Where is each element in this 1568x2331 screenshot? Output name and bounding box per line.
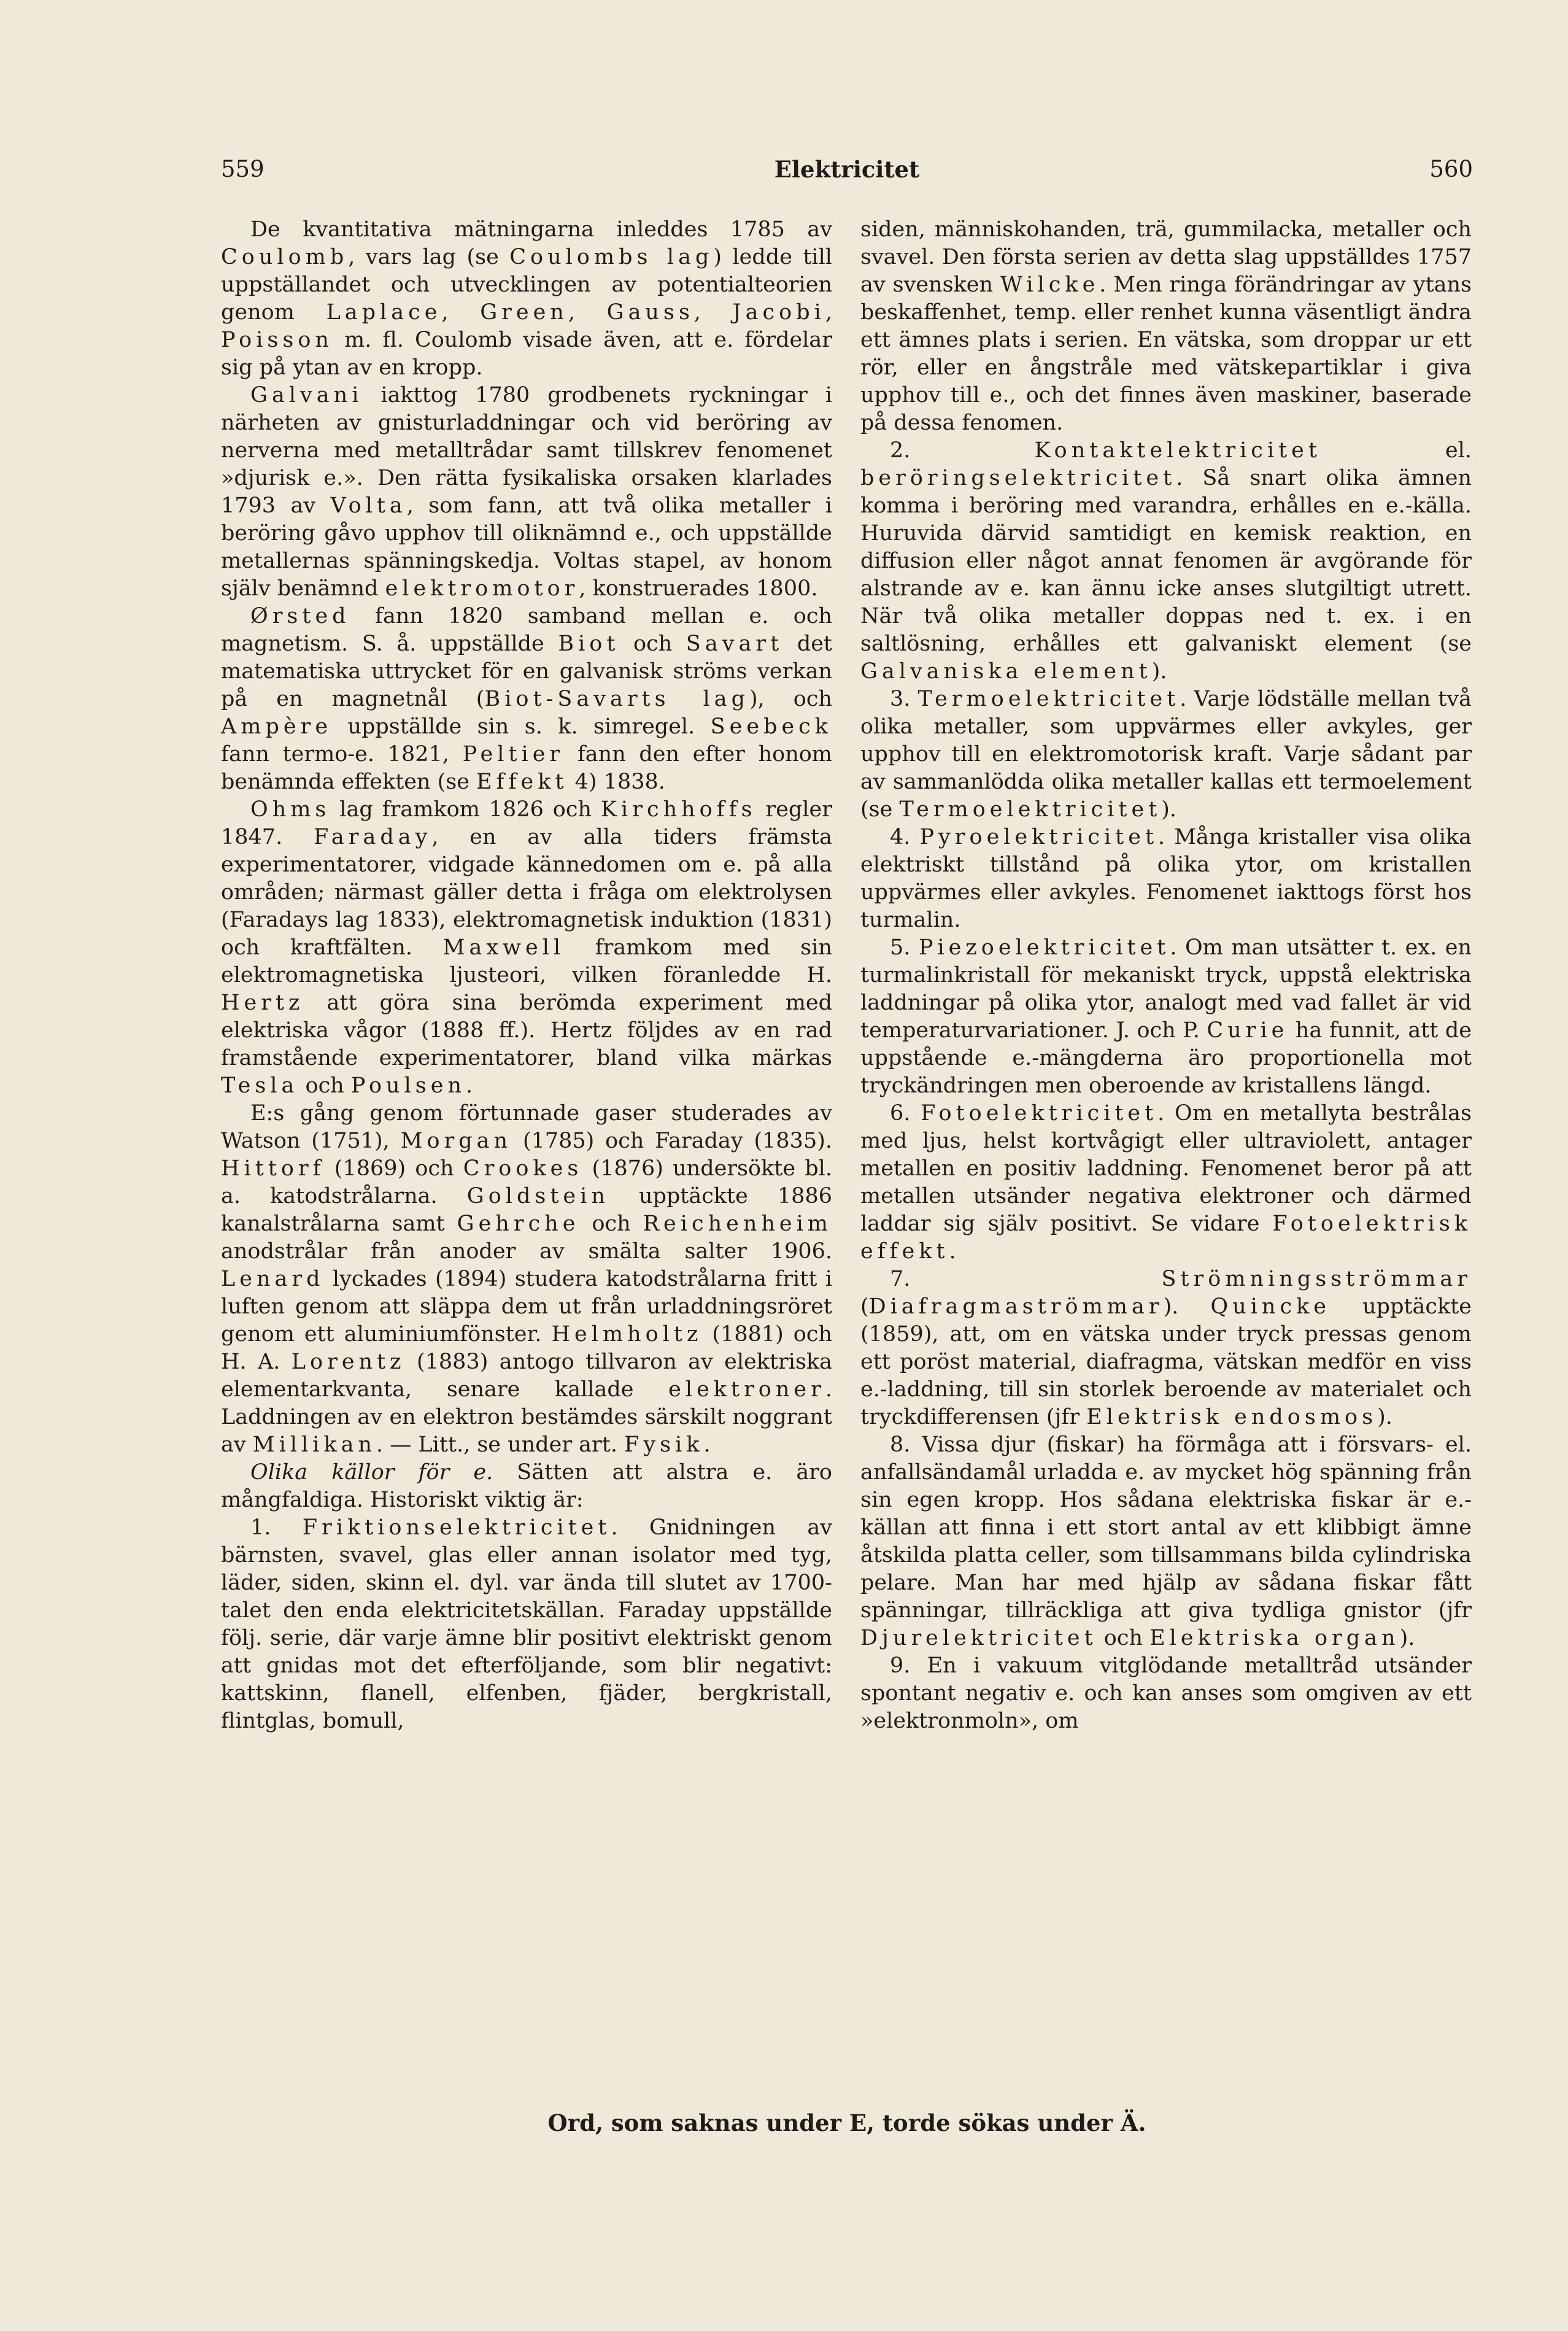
page-header (221, 156, 1473, 193)
paragraph-contact: 2. Kontaktelektricitet el. beröringselektricitet. Så snart olika ämnen komma i beröring med varandra, erhålles en e.-källa. Huruvida därvid samtidigt en kemisk reaktion, en diffusion eller något annat fenomen är avgörande för alstrande av e. kan ännu icke anses slutgiltigt utrett. När två olika metaller doppas ned t. ex. i en saltlösning, erhålles ett galvaniskt element (se Galvaniska element). (860, 438, 1472, 684)
paragraph-streaming: 7. Strömningsströmmar (Diafragmaströmmar). Quincke upptäckte (1859), att, om en vätska under tryck pressas genom ett poröst material, diafragma, vätskan medför en viss e.-laddning, till sin storlek beroende av materialet och tryckdifferensen (jfr Elektrisk endosmos). (860, 1267, 1472, 1429)
running-title: Elektricitet (774, 156, 920, 183)
right-column (860, 216, 1472, 1735)
page-number-right: 560 (1429, 156, 1473, 182)
paragraph-friction: 1. Friktionselektricitet. Gnidningen av bärnsten, svavel, glas eller annan isolator med tyg, läder, siden, skinn el. dyl. var ända till slutet av 1700-talet den enda elektricitetskällan. Faraday uppställde följ. serie, där varje ämne blir positivt elektriskt genom att gnidas mot det efterföljande, som blir negativt: kattskinn, flanell, elfenben, fjäder, bergkristall, flintglas, bomull, (221, 1515, 832, 1733)
page-number-left: 559 (221, 156, 265, 182)
paragraph-ohm: Ohms lag framkom 1826 och Kirchhoffs regler 1847. Faraday, en av alla tiders främsta experimentatorer, vidgade kännedomen om e. på alla områden; närmast gäller detta i fråga om elektrolysen (Faradays lag 1833), elektromagnetisk induktion (1831) och kraftfälten. Maxwell framkom med sin elektromagnetiska ljusteori, vilken föranledde H. Hertz att göra sina berömda experiment med elektriska vågor (1888 ff.). Hertz följdes av en rad framstående experimentatorer, bland vilka märkas Tesla och Poulsen. (221, 797, 832, 1098)
paragraph-gases: E:s gång genom förtunnade gaser studerades av Watson (1751), Morgan (1785) och Faraday (1835). Hittorf (1869) och Crookes (1876) undersökte bl. a. katodstrålarna. Goldstein upptäckte 1886 kanalstrålarna samt Gehrche och Reichenheim anodstrålar från anoder av smälta salter 1906. Lenard lyckades (1894) studera katodstrålarna fritt i luften genom att släppa dem ut från urladdningsröret genom ett aluminiumfönster. Helmholtz (1881) och H. A. Lorentz (1883) antogo tillvaron av elektriska elementarkvanta, senare kallade elektroner. Laddningen av en elektron bestämdes särskilt noggrant av Millikan. — Litt., se under art. Fysik. (221, 1101, 832, 1457)
left-column (221, 216, 832, 1735)
paragraph-thermo: 3. Termoelektricitet. Varje lödställe mellan två olika metaller, som uppvärmes eller avkyles, ger upphov till en elektromotorisk kraft. Varje sådant par av sammanlödda olika metaller kallas ett termoelement (se Termoelektricitet). (860, 687, 1472, 822)
paragraph-piezo: 5. Piezoelektricitet. Om man utsätter t. ex. en turmalinkristall för mekaniskt tryck, uppstå elektriska laddningar på olika ytor, analogt med vad fallet är vid temperaturvariationer. J. och P. Curie ha funnit, att de uppstående e.-mängderna äro proportionella mot tryckändringen men oberoende av kristallens längd. (860, 935, 1472, 1098)
paragraph-pyro: 4. Pyroelektricitet. Många kristaller visa olika elektriskt tillstånd på olika ytor, om kristallen uppvärmes eller avkyles. Fenomenet iakttogs först hos turmalin. (860, 825, 1472, 932)
paragraph-galvani: Galvani iakttog 1780 grodbenets ryckningar i närheten av gnisturladdningar och vid beröring av nerverna med metalltrådar samt tillskrev fenomenet »djurisk e.». Den rätta fysikaliska orsaken klarlades 1793 av Volta, som fann, att två olika metaller i beröring gåvo upphov till oliknämnd e., och uppställde metallernas spänningskedja. Voltas stapel, av honom själv benämnd elektromotor, konstruerades 1800. (221, 383, 832, 601)
paragraph-orsted: Ørsted fann 1820 samband mellan e. och magnetism. S. å. uppställde Biot och Savart det matematiska uttrycket för en galvanisk ströms verkan på en magnetnål (Biot-Savarts lag), och Ampère uppställde sin s. k. simregel. Seebeck fann termo-e. 1821, Peltier fann den efter honom benämnda effekten (se Effekt 4) 1838. (221, 604, 832, 794)
paragraph-vacuum: 9. En i vakuum vitglödande metalltråd utsänder spontant negativ e. och kan anses som omgiven av ett »elektronmoln», om (860, 1653, 1472, 1733)
paragraph-series-continued: siden, människohanden, trä, gummilacka, metaller och svavel. Den första serien av detta slag uppställdes 1757 av svensken Wilcke. Men ringa förändringar av ytans beskaffenhet, temp. eller renhet kunna väsentligt ändra ett ämnes plats i serien. En vätska, som droppar ur ett rör, eller en ångstråle med vätskepartiklar i giva upphov till e., och det finnes även maskiner, baserade på dessa fenomen. (860, 217, 1472, 435)
paragraph-sources: Olika källor för e. Sätten att alstra e. äro mångfaldiga. Historiskt viktig är: (221, 1460, 832, 1512)
paragraph-photo: 6. Fotoelektricitet. Om en metallyta bestrålas med ljus, helst kortvågigt eller ultraviolett, antager metallen en positiv laddning. Fenomenet beror på att metallen utsänder negativa elektroner och därmed laddar sig själv positivt. Se vidare Fotoelektrisk effekt. (860, 1101, 1472, 1264)
paragraph-fish: 8. Vissa djur (fiskar) ha förmåga att i försvars- el. anfallsändamål urladda e. av mycket hög spänning från sin egen kropp. Hos sådana elektriska fiskar är e.-källan att finna i ett stort antal av ett klibbigt ämne åtskilda platta celler, som tillsammans bilda cylindriska pelare. Man har med hjälp av sådana fiskar fått spänningar, tillräckliga att giva tydliga gnistor (jfr Djurelektricitet och Elektriska organ). (860, 1432, 1472, 1650)
paragraph-coulomb: De kvantitativa mätningarna inleddes 1785 av Coulomb, vars lag (se Coulombs lag) ledde till uppställandet och utvecklingen av potentialteorien genom Laplace, Green, Gauss, Jacobi, Poisson m. fl. Coulomb visade även, att e. fördelar sig på ytan av en kropp. (221, 217, 832, 380)
footer-note: Ord, som saknas under E, torde sökas under Ä. (547, 2109, 1146, 2136)
